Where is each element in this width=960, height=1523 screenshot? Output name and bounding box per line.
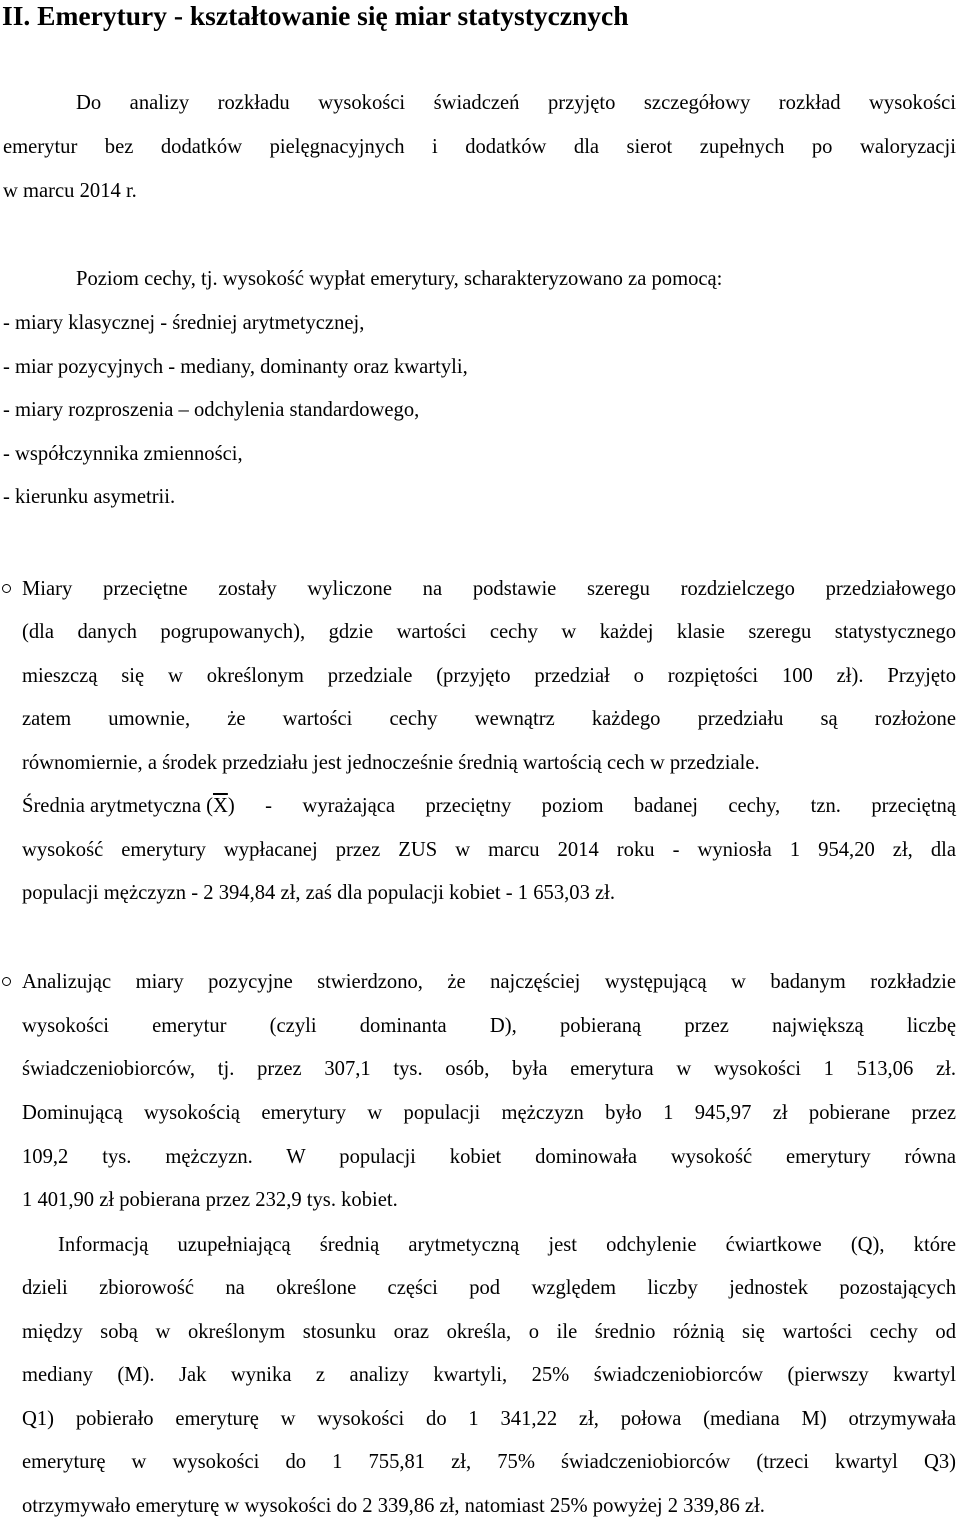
measure-item: - miar pozycyjnych - mediany, dominanty oraz kwartyli, — [3, 356, 468, 378]
measure-item: - miary klasycznej - średniej arytmetycznej, — [3, 312, 365, 334]
paragraph-line: mieszczą się w określonym przedziale (przyjęto przedział o rozpiętości 100 zł). Przyjęto — [22, 665, 956, 687]
paragraph-line: mediany (M). Jak wynika z analizy kwartyli, 25% świadczeniobiorców (pierwszy kwartyl — [22, 1364, 956, 1386]
intro-line: emerytur bez dodatków pielęgnacyjnych i dodatków dla sierot zupełnych po waloryzacji — [3, 136, 956, 158]
paragraph-line: Dominującą wysokością emerytury w populacji mężczyzn było 1 945,97 zł pobierane przez — [22, 1102, 956, 1124]
intro-line: w marcu 2014 r. — [3, 180, 137, 202]
page-heading: II. Emerytury - kształtowanie się miar statystycznych — [2, 0, 629, 31]
mean-symbol: $\overline{X}$ — [212, 795, 228, 817]
intro-line: Do analizy rozkładu wysokości świadczeń przyjęto szczegółowy rozkład wysokości — [76, 92, 956, 114]
paragraph-line: Miary przeciętne zostały wyliczone na podstawie szeregu rozdzielczego przedziałowego — [22, 578, 956, 600]
paragraph-line: otrzymywało emeryturę w wysokości do 2 339,86 zł, natomiast 25% powyżej 2 339,86 zł. — [22, 1495, 765, 1517]
paragraph-line: 109,2 tys. mężczyzn. W populacji kobiet dominowała wysokość emerytury równa — [22, 1146, 956, 1168]
bullet-icon — [2, 584, 11, 593]
measures-lead: Poziom cechy, tj. wysokość wypłat emerytury, scharakteryzowano za pomocą: — [76, 268, 723, 290]
paragraph-line: (dla danych pogrupowanych), gdzie wartości cechy w każdej klasie szeregu statystycznego — [22, 621, 956, 643]
paragraph-line: 1 401,90 zł pobierana przez 232,9 tys. kobiet. — [22, 1189, 398, 1211]
paragraph-line: Analizując miary pozycyjne stwierdzono, że najczęściej występującą w badanym rozkładzie — [22, 971, 956, 993]
paragraph-line: Informacją uzupełniającą średnią arytmetyczną jest odchylenie ćwiartkowe (Q), które — [58, 1234, 956, 1256]
measure-item: - współczynnika zmienności, — [3, 443, 243, 465]
paragraph-line: wysokości emerytur (czyli dominanta D), pobieraną przez największą liczbę — [22, 1015, 956, 1037]
mean-line — [22, 793, 956, 819]
paragraph-line: dzieli zbiorowość na określone części pod względem liczby jednostek pozostających — [22, 1277, 956, 1299]
paragraph-line: Q1) pobierało emeryturę w wysokości do 1 341,22 zł, połowa (mediana M) otrzymywała — [22, 1408, 956, 1430]
paragraph-line: emeryturę w wysokości do 1 755,81 zł, 75% świadczeniobiorców (trzeci kwartyl Q3) — [22, 1451, 956, 1473]
paragraph-line: zatem umownie, że wartości cechy wewnątrz każdego przedziału są rozłożone — [22, 708, 956, 730]
paragraph-line: populacji mężczyzn - 2 394,84 zł, zaś dla populacji kobiet - 1 653,03 zł. — [22, 882, 616, 904]
paragraph-line: równomiernie, a środek przedziału jest jednocześnie średnią wartością cech w przedziale. — [22, 752, 760, 774]
mean-text: Średnia arytmetyczna ( — [22, 795, 213, 817]
mean-text: ) - wyrażająca przeciętny poziom badanej cechy, tzn. przeciętną — [227, 795, 956, 817]
paragraph-line: wysokość emerytury wypłacanej przez ZUS w marcu 2014 roku - wyniosła 1 954,20 zł, dla — [22, 839, 956, 861]
bullet-icon — [2, 977, 11, 986]
paragraph-line: świadczeniobiorców, tj. przez 307,1 tys. osób, była emerytura w wysokości 1 513,06 zł. — [22, 1058, 956, 1080]
measure-item: - kierunku asymetrii. — [3, 486, 176, 508]
measure-item: - miary rozproszenia – odchylenia standardowego, — [3, 399, 420, 421]
paragraph-line: między sobą w określonym stosunku oraz określa, o ile średnio różnią się wartości cechy od — [22, 1321, 956, 1343]
